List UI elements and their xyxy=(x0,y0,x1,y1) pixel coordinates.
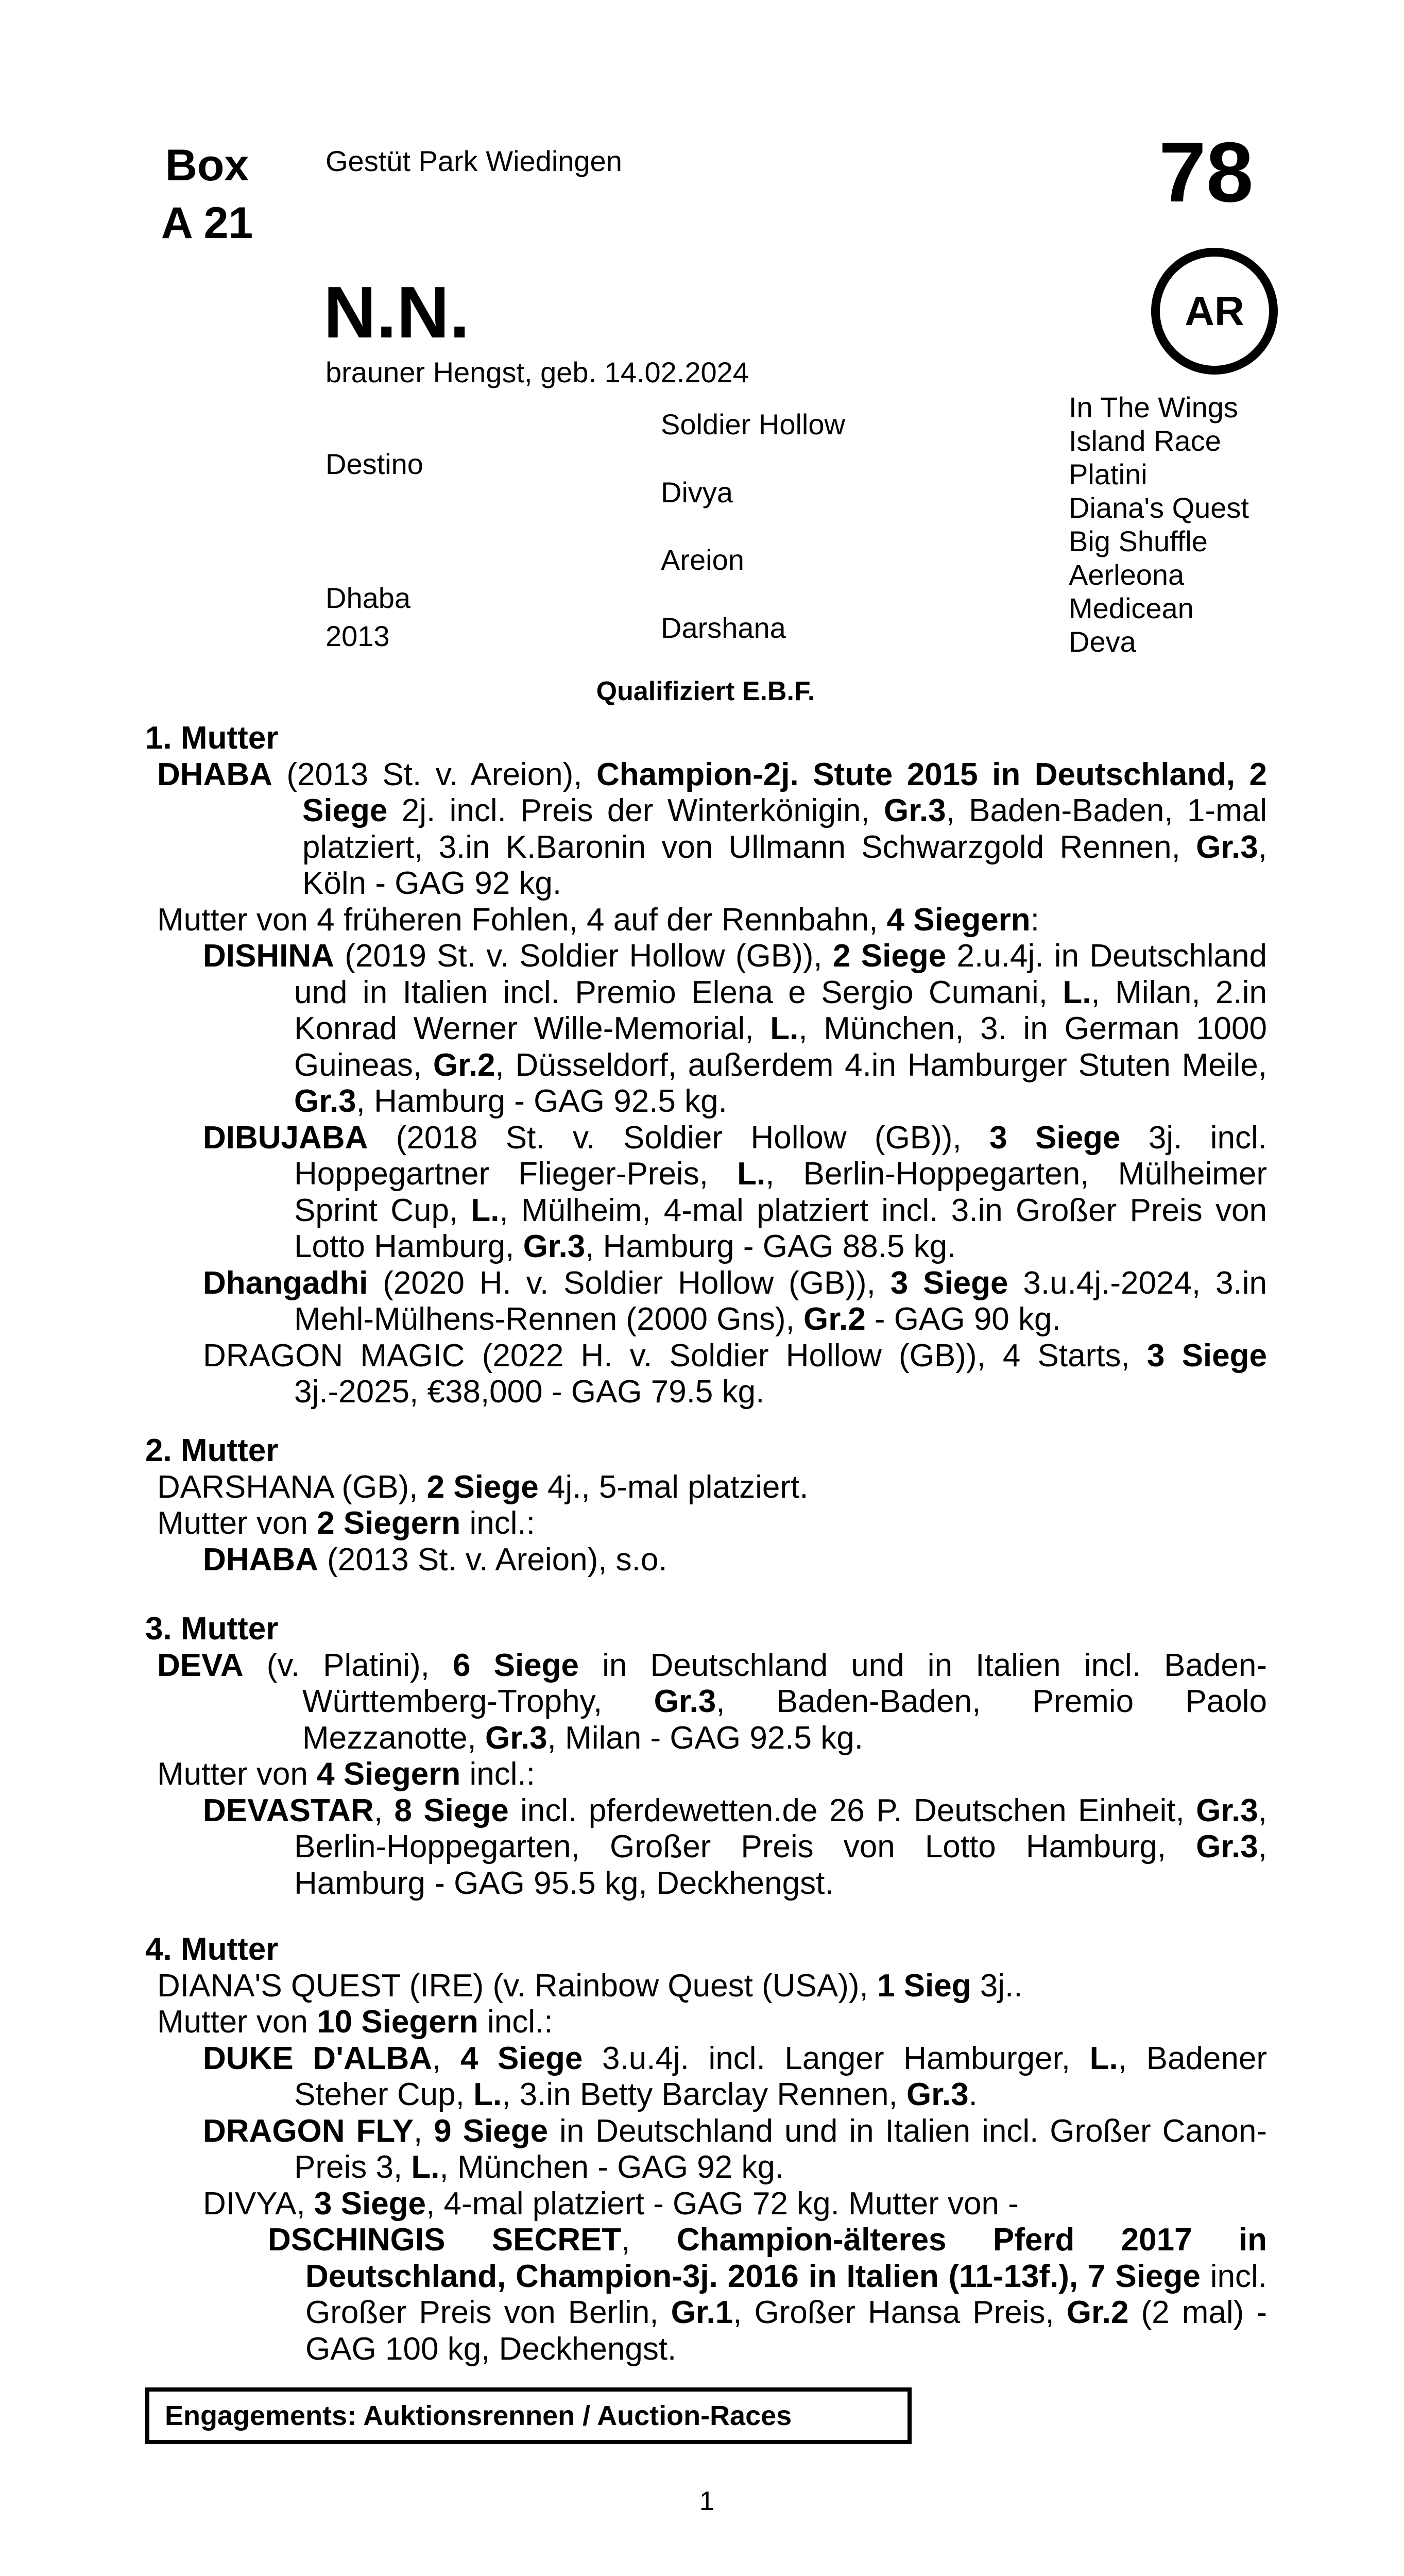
text: (2013 St. v. Areion), xyxy=(272,756,597,792)
bold-text: 4 Siegern xyxy=(886,902,1031,938)
text: , Mülheim, 4-mal platziert incl. 3.in Großer Preis von Lotto Hamburg, xyxy=(294,1192,1267,1264)
bold-text: L. xyxy=(1063,974,1091,1010)
text: (2018 St. v. Soldier Hollow (GB)), xyxy=(368,1120,990,1156)
bold-text: Champion-älteres Pferd 2017 in Deutschland, Champion-3j. 2016 in Italien (11-13f.), 7 Siege xyxy=(305,2222,1268,2294)
bold-text: Gr.2 xyxy=(1066,2295,1129,2330)
box-number: A 21 xyxy=(161,198,253,248)
text: , Berlin-Hoppegarten, Großer Preis von Lotto Hamburg, xyxy=(294,1792,1268,1865)
box-word: Box xyxy=(165,141,249,190)
bold-text: Gr.3 xyxy=(523,1229,586,1264)
text: in Deutschland und in Italien incl. Baden-Württemberg-Trophy, xyxy=(302,1647,1268,1719)
text: incl.: xyxy=(460,1505,535,1541)
pedigree-entry xyxy=(157,1968,1267,2005)
text: incl. pferdewetten.de 26 P. Deutschen Einheit, xyxy=(508,1792,1196,1828)
bold-text: DRAGON FLY xyxy=(203,2113,414,2149)
pedigree-gen3-item: Island Race xyxy=(1069,425,1221,457)
text: (2013 St. v. Areion), s.o. xyxy=(318,1541,667,1578)
pedigree-entry xyxy=(157,1648,1267,1757)
bold-text: DISHINA xyxy=(203,938,334,974)
bold-text: 2 Siege xyxy=(426,1469,539,1505)
pedigree-entry xyxy=(203,1337,1267,1411)
bold-text: 3 Siege xyxy=(1146,1337,1267,1374)
pedigree-entry xyxy=(203,938,1268,1120)
bold-text: 10 Siegern xyxy=(317,2004,478,2040)
bold-text: L. xyxy=(411,2149,440,2185)
section-4-mutter xyxy=(145,1931,1267,2367)
text: , xyxy=(621,2222,677,2258)
bold-text: Gr.3 xyxy=(883,793,946,828)
bold-text: Gr.3 xyxy=(1196,829,1258,865)
bold-text: 2 Siegern xyxy=(317,1505,461,1541)
pedigree-entry xyxy=(203,2040,1268,2113)
bold-text: L. xyxy=(1089,2040,1118,2076)
pedigree-gen2: Darshana xyxy=(661,612,786,644)
text: 3j. incl. Hoppegartner Flieger-Preis, xyxy=(294,1120,1267,1192)
text: , Milan - GAG 92.5 kg. xyxy=(547,1720,863,1756)
text: Mutter von xyxy=(157,2004,317,2040)
text: , Berlin-Hoppegarten, Mülheimer Sprint Cup, xyxy=(294,1156,1267,1228)
text: (v. Platini), xyxy=(243,1647,453,1683)
section-heading: 1. Mutter xyxy=(145,720,279,756)
text: , Badener Steher Cup, xyxy=(294,2040,1268,2112)
bold-text: DHABA xyxy=(157,756,272,792)
pedigree-entry xyxy=(203,1792,1268,1902)
bold-text: 8 Siege xyxy=(394,1792,509,1828)
pedigree-entry xyxy=(203,1541,1267,1579)
text: , 3.in Betty Barclay Rennen, xyxy=(502,2077,906,2112)
pedigree-entry xyxy=(157,902,1267,939)
pedigree-gen2: Soldier Hollow xyxy=(661,408,845,440)
pedigree-entry xyxy=(203,1120,1267,1265)
text: , Hamburg - GAG 95.5 kg, Deckhengst. xyxy=(294,1829,1267,1901)
text: - GAG 90 kg. xyxy=(865,1301,1061,1337)
text: 3j.. xyxy=(971,1968,1023,2004)
bold-text: DEVA xyxy=(157,1647,244,1683)
ar-badge xyxy=(1151,248,1278,375)
pedigree-entry xyxy=(157,2004,1267,2041)
bold-text: DIBUJABA xyxy=(203,1120,368,1156)
pedigree-sire: Destino xyxy=(326,448,423,480)
text: , München - GAG 92 kg. xyxy=(439,2149,784,2185)
bold-text: Gr.2 xyxy=(433,1047,495,1083)
bold-text: DHABA xyxy=(203,1541,318,1578)
text: . xyxy=(968,2077,978,2112)
text: DIANA'S QUEST (IRE) (v. Rainbow Quest (USA)), xyxy=(157,1968,877,2004)
bold-text: 4 Siegern xyxy=(317,1756,461,1792)
pedigree-entry xyxy=(268,2222,1268,2367)
text: , Düsseldorf, außerdem 4.in Hamburger Stuten Meile, xyxy=(495,1047,1267,1083)
section-3-mutter xyxy=(145,1611,1267,1902)
section-heading: 2. Mutter xyxy=(145,1433,279,1468)
bold-text: 3 Siege xyxy=(890,1265,1008,1301)
page-number: 1 xyxy=(699,2486,714,2516)
bold-text: 3 Siege xyxy=(989,1120,1121,1156)
text: incl. Großer Preis von Berlin, xyxy=(305,2258,1267,2330)
qualification: Qualifiziert E.B.F. xyxy=(596,676,815,706)
pedigree-entry xyxy=(203,2113,1268,2186)
pedigree-entry xyxy=(203,1265,1267,1338)
text: 2j. incl. Preis der Winterkönigin, xyxy=(387,793,884,828)
text: , Milan, 2.in Konrad Werner Wille-Memorial, xyxy=(294,974,1268,1046)
text: , xyxy=(432,2040,460,2076)
bold-text: Gr.3 xyxy=(1196,1829,1258,1865)
text: DARSHANA (GB), xyxy=(157,1469,427,1505)
section-heading: 4. Mutter xyxy=(145,1931,279,1967)
bold-text: Gr.3 xyxy=(485,1720,547,1756)
pedigree-entry xyxy=(203,2185,1267,2223)
stud-name: Gestüt Park Wiedingen xyxy=(326,145,622,177)
pedigree-gen2: Divya xyxy=(661,476,733,509)
pedigree-entry xyxy=(157,1505,1267,1542)
pedigree-gen3-item: Deva xyxy=(1069,625,1136,658)
bold-text: Dhangadhi xyxy=(203,1265,368,1301)
bold-text: 2 Siege xyxy=(832,938,947,974)
pedigree-entry xyxy=(157,757,1267,902)
bold-text: 9 Siege xyxy=(434,2113,549,2149)
text: , Baden-Baden, 1-mal platziert, 3.in K.Baronin von Ullmann Schwarzgold Rennen, xyxy=(302,793,1267,865)
pedigree-gen3-item: Medicean xyxy=(1069,592,1194,624)
text: (2019 St. v. Soldier Hollow (GB)), xyxy=(334,938,833,974)
section-heading: 3. Mutter xyxy=(145,1611,279,1647)
text: , München, 3. in German 1000 Guineas, xyxy=(294,1011,1268,1083)
text: 4j., 5-mal platziert. xyxy=(538,1469,809,1505)
bold-text: DUKE D'ALBA xyxy=(203,2040,433,2076)
bold-text: L. xyxy=(770,1011,799,1046)
horse-name: N.N. xyxy=(323,272,470,353)
pedigree-entry xyxy=(157,1469,1267,1506)
text: , 4-mal platziert - GAG 72 kg. Mutter von - xyxy=(426,2185,1019,2222)
text: incl.: xyxy=(460,1756,535,1792)
bold-text: 4 Siege xyxy=(460,2040,583,2076)
bold-text: 1 Sieg xyxy=(877,1968,971,2004)
pedigree-gen3-item: Aerleona xyxy=(1069,558,1185,591)
bold-text: L. xyxy=(471,1192,500,1228)
bold-text: Gr.3 xyxy=(906,2077,969,2112)
bold-text: DSCHINGIS SECRET xyxy=(268,2222,622,2258)
text: , Köln - GAG 92 kg. xyxy=(302,829,1267,901)
bold-text: Gr.3 xyxy=(654,1684,716,1719)
text: , xyxy=(413,2113,434,2149)
section-2-mutter xyxy=(145,1433,1267,1578)
text: 3.u.4j.-2024, 3.in Mehl-Mülhens-Rennen (2000 Gns), xyxy=(294,1265,1267,1337)
bold-text: 6 Siege xyxy=(453,1647,579,1683)
box-label xyxy=(145,137,269,252)
text: incl.: xyxy=(478,2004,553,2040)
pedigree-gen3-item: In The Wings xyxy=(1069,391,1238,423)
text: : xyxy=(1030,902,1039,938)
pedigree-gen3-item: Big Shuffle xyxy=(1069,525,1208,557)
text: , xyxy=(373,1792,395,1828)
bold-text: L. xyxy=(737,1156,766,1192)
text: 2.u.4j. in Deutschland und in Italien incl. Premio Elena e Sergio Cumani, xyxy=(294,938,1268,1010)
engagements-box: Engagements: Auktionsrennen / Auction-Races xyxy=(145,2387,912,2444)
bold-text: Gr.1 xyxy=(671,2295,733,2330)
pedigree-dam: Dhaba xyxy=(326,582,411,614)
text: in Deutschland und in Italien incl. Großer Canon-Preis 3, xyxy=(294,2113,1268,2185)
pedigree-gen2: Areion xyxy=(661,544,744,576)
bold-text: Champion-2j. Stute 2015 in Deutschland, 2 Siege xyxy=(302,756,1267,828)
text: (2020 H. v. Soldier Hollow (GB)), xyxy=(368,1265,891,1301)
pedigree-dam-year: 2013 xyxy=(326,620,390,652)
bold-text: 3 Siege xyxy=(314,2185,426,2222)
section-1-mutter xyxy=(145,720,1267,1411)
text: , Hamburg - GAG 92.5 kg. xyxy=(356,1083,727,1119)
text: DIVYA, xyxy=(203,2185,314,2222)
pedigree-entry xyxy=(157,1756,1267,1793)
text: Mutter von xyxy=(157,1505,317,1541)
text: (2 mal) - GAG 100 kg, Deckhengst. xyxy=(305,2295,1268,2367)
text: DRAGON MAGIC (2022 H. v. Soldier Hollow (GB)), 4 Starts, xyxy=(203,1337,1147,1374)
bold-text: Gr.3 xyxy=(294,1083,356,1119)
lot-number: 78 xyxy=(1159,125,1254,219)
text: Mutter von xyxy=(157,1756,317,1792)
text: Mutter von 4 früheren Fohlen, 4 auf der Rennbahn, xyxy=(157,902,887,938)
bold-text: L. xyxy=(473,2077,502,2112)
pedigree-gen3-item: Diana's Quest xyxy=(1069,492,1249,524)
text: 3j.-2025, €38,000 - GAG 79.5 kg. xyxy=(294,1374,765,1410)
bold-text: Gr.3 xyxy=(1196,1792,1258,1828)
text: , Großer Hansa Preis, xyxy=(733,2295,1067,2330)
bold-text: DEVASTAR xyxy=(203,1792,374,1828)
text: , Baden-Baden, Premio Paolo Mezzanotte, xyxy=(302,1684,1267,1756)
pedigree-gen3 xyxy=(1069,391,1249,658)
text: 3.u.4j. incl. Langer Hamburger, xyxy=(583,2040,1090,2076)
ar-badge-text: AR xyxy=(1185,288,1244,334)
pedigree-gen3-item: Platini xyxy=(1069,458,1148,490)
text: , Hamburg - GAG 88.5 kg. xyxy=(585,1229,956,1264)
horse-description: brauner Hengst, geb. 14.02.2024 xyxy=(326,356,749,388)
bold-text: Gr.2 xyxy=(803,1301,866,1337)
